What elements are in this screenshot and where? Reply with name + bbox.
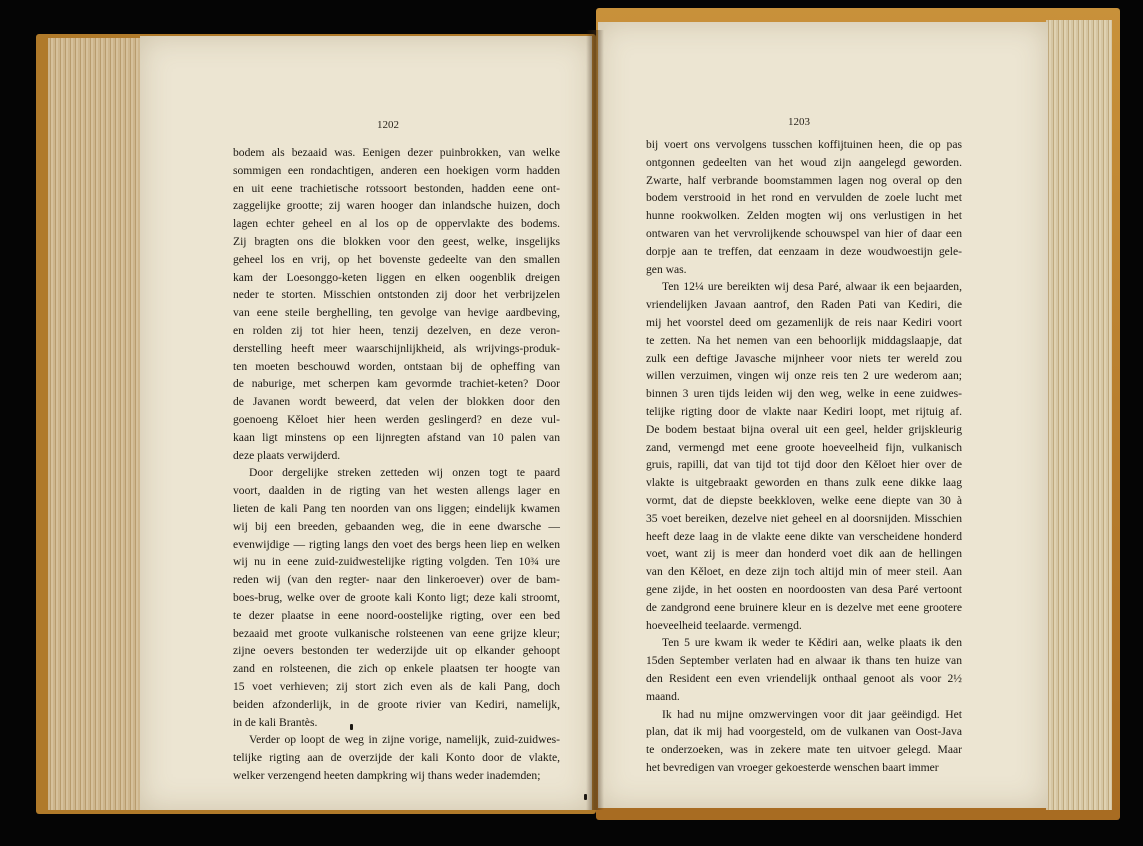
- text-line: bij voert ons vervolgens tusschen koffijtuinen heen, die op pas: [646, 138, 962, 151]
- text-line: kaan ligt minstens op een lijnregten afstand van 10 palen van: [233, 430, 560, 444]
- text-line: vormt, dat de diepste beekkloven, welke eene diepte van 30 à: [646, 493, 962, 507]
- text-line: binnen 3 uren tijds leiden wij den weg, welke in eene zuidwes-: [646, 387, 962, 401]
- book-gutter: [586, 30, 604, 810]
- text-line: derstelling heeft meer waarschijnlijkheid, als wrijvings-produk-: [233, 341, 560, 355]
- text-line: geheel los en vrij, op het bovenste gedeelte van den smallen: [233, 252, 560, 266]
- text-line: te onderzoeken, was in zekere mate ten uitvoer gelegd. Maar: [646, 743, 962, 757]
- text-line: in de kali Brantès.: [233, 715, 318, 729]
- text-line: 15den September verlaten had en alwaar ik thans ten huize van: [646, 654, 962, 668]
- text-line: de Javanen wordt beweerd, dat velen der blokken door den: [233, 395, 560, 409]
- text-line: vriendelijken Javaan aantrof, den Raden Pati van Kediri, die: [646, 298, 962, 312]
- text-line: goenoeng Kěloet hier heen werden geslingerd? en deze vul-: [233, 412, 560, 426]
- text-line: van den Kěloet, en deze zijn toch altijd min of meer steil. Aan: [646, 565, 962, 579]
- right-page: [598, 22, 1048, 808]
- text-line: heeft deze laag in de vlakte eene dikte van verscheidene honderd: [646, 529, 962, 543]
- page-edges-right: [1046, 20, 1112, 810]
- text-line: De bodem bestaat bijna overal uit een geel, helder grijskleurig: [646, 422, 962, 436]
- text-line: voort, daalden in de rigting van het westen allengs lager en: [233, 484, 560, 498]
- text-line: Ik had nu mijne omzwervingen voor dit jaar geëindigd. Het: [662, 707, 962, 721]
- text-line: Verder op loopt de weg in zijne vorige, namelijk, zuid-zuidwes-: [249, 733, 560, 747]
- text-line: en rolden zij tot hier heen, tenzij dezelven, en deze veron-: [233, 323, 560, 337]
- text-line: 35 voet bereiken, dezelve niet geheel en al doorsnijden. Misschien: [646, 511, 962, 525]
- text-line: ontwaren van het vervrolijkende schouwspel van hier of daar een: [646, 226, 962, 240]
- text-line: zulk een deftige Javasche mijnheer voor niets ter wereld zou: [646, 351, 962, 365]
- text-line: het bevredigen van vroeger gekoesterde wenschen baart immer: [646, 760, 939, 774]
- text-line: neder te storten. Misschien ontstonden zij door het verbrijzelen: [233, 288, 560, 302]
- text-line: zijne oevers bestonden ter wederzijde uit op elkander gehoopt: [233, 644, 560, 658]
- text-line: lieten de kali Pang ten noorden van ons liggen; eindelijk kwamen: [233, 501, 560, 515]
- text-line: telijke rigting aan de overzijde der kali Konto door de vlakte,: [233, 751, 560, 765]
- text-line: van eene steile berghelling, ten gevolge van hevige aardbeving,: [233, 306, 560, 320]
- text-line: te dezer plaatse in eene noord-oostelijke rigting, over een bed: [233, 608, 560, 622]
- text-line: boes-brug, welke over de groote kali Konto ligt; deze kali stroomt,: [233, 590, 560, 604]
- text-line: Ten 5 ure kwam ik weder te Kědiri aan, welke plaats ik den: [662, 636, 962, 650]
- text-line: hunne rookwolken. Zelden mogten wij ons verlustigen in het: [646, 209, 962, 223]
- text-line: 15 voet verhieven; zij stort zich even als de kali Pang, doch: [233, 679, 560, 693]
- left-page: [140, 36, 592, 810]
- text-line: dorpje aan te treffen, dat eenzaam in deze woudwoestijn gele-: [646, 244, 962, 258]
- text-line: hoeveelheid teelaarde. vermengd.: [646, 618, 802, 632]
- text-line: bodem verstrooid in het rond en vervulden de zoele lucht met: [646, 191, 962, 205]
- text-line: ten moeten beschouwd worden, ontstaan bij de opheffing van: [233, 359, 560, 373]
- text-line: de zandgrond eene bruinere kleur en is dezelve met eene grootere: [646, 600, 962, 614]
- text-line: beiden afzonderlijk, in de groote rivier van Kediri, namelijk,: [233, 697, 560, 711]
- text-line: maand.: [646, 689, 680, 703]
- page-number-left: 1202: [377, 119, 399, 131]
- page-number-right: 1203: [788, 116, 810, 128]
- text-line: deze plaats verwijderd.: [233, 448, 341, 462]
- text-line: Door dergelijke streken zetteden wij onzen togt te paard: [249, 466, 560, 480]
- text-line: mij het voorstel deed om gezamenlijk de reis naar Kediri voort: [646, 315, 962, 329]
- text-line: den Resident een even vriendelijk onthaal genoot als voor 2½: [646, 671, 962, 685]
- text-line: zand, vermengd met eene groote hoeveelheid fijn, vulkanisch: [646, 440, 962, 454]
- text-line: Zij bragten ons die blokken voor den geest, welke, insgelijks: [233, 234, 560, 248]
- text-line: zand en rolsteenen, die zich op enkele plaatsen ter hoogte van: [233, 662, 560, 676]
- text-line: lagen echter geheel en al los op de oppervlakte des bodems.: [233, 217, 560, 231]
- ink-mark: [350, 724, 353, 730]
- text-line: welker verzengend heeten dampkring wij thans weder inademden;: [233, 768, 541, 782]
- text-line: plan, dat ik mij had voorgesteld, om de vulkanen van Oost-Java: [646, 725, 962, 739]
- text-line: kam der Loesonggo-keten liggen en elken oogenblik dreigen: [233, 270, 560, 284]
- text-line: willen verzuimen, vingen wij onze reis ten 2 ure wederom aan;: [646, 369, 962, 383]
- text-line: zaggelijke grootte; zij waren hooger dan inlandsche huizen, doch: [233, 199, 560, 213]
- text-line: voet, want zij is meer dan honderd voet dik aan de hellingen: [646, 547, 962, 561]
- right-page-text: [646, 136, 962, 777]
- text-line: wij nu in eene zuid-zuidwestelijke rigting volgden. Ten 10¾ ure: [233, 555, 560, 569]
- text-line: reden wij (van den regter- naar den linkeroever) over de bam-: [233, 573, 560, 587]
- text-line: te zetten. Na het nemen van een behoorlijk middagslaapje, dat: [646, 333, 962, 347]
- text-line: de naburige, met scherpen kam gevormde trachiet-keten? Door: [233, 377, 560, 391]
- page-edges-left: [48, 38, 142, 810]
- text-line: Ten 12¼ ure bereikten wij desa Paré, alwaar ik een bejaarden,: [662, 280, 962, 294]
- text-line: gen was.: [646, 262, 687, 276]
- text-line: gene zijde, in het oosten en noordoosten van desa Paré vertoont: [646, 582, 962, 596]
- left-page-text: [233, 144, 560, 785]
- text-line: ontgonnen gedeelten van het woud zijn aangelegd geworden.: [646, 155, 962, 169]
- text-line: telijke rigting door de vlakte naar Kediri loopt, met rijtuig af.: [646, 404, 962, 418]
- text-line: gruis, rapilli, dat van tijd tot tijd door den Kěloet hier over de: [646, 458, 962, 472]
- text-line: bodem als bezaaid was. Eenigen dezer puinbrokken, van welke: [233, 146, 560, 159]
- text-line: bezaaid met groote vulkanische rolsteenen van eene grijze kleur;: [233, 626, 560, 640]
- text-line: evenwijdige — rigting langs den voet des bergs heen liep en welken: [233, 537, 560, 551]
- text-line: vlakte is uitgebraakt geworden en thans zulk eene dikke laag: [646, 476, 962, 490]
- text-line: Zwarte, half verbrande boomstammen lagen nog overal op den: [646, 173, 962, 187]
- text-line: en uit eene trachietische rotssoort bestonden, hadden eene ont-: [233, 181, 560, 195]
- text-line: wij bij een breeden, gebaanden weg, die in eene dwarsche —: [233, 519, 560, 533]
- text-line: sommigen een rondachtigen, anderen een hoekigen vorm hadden: [233, 163, 560, 177]
